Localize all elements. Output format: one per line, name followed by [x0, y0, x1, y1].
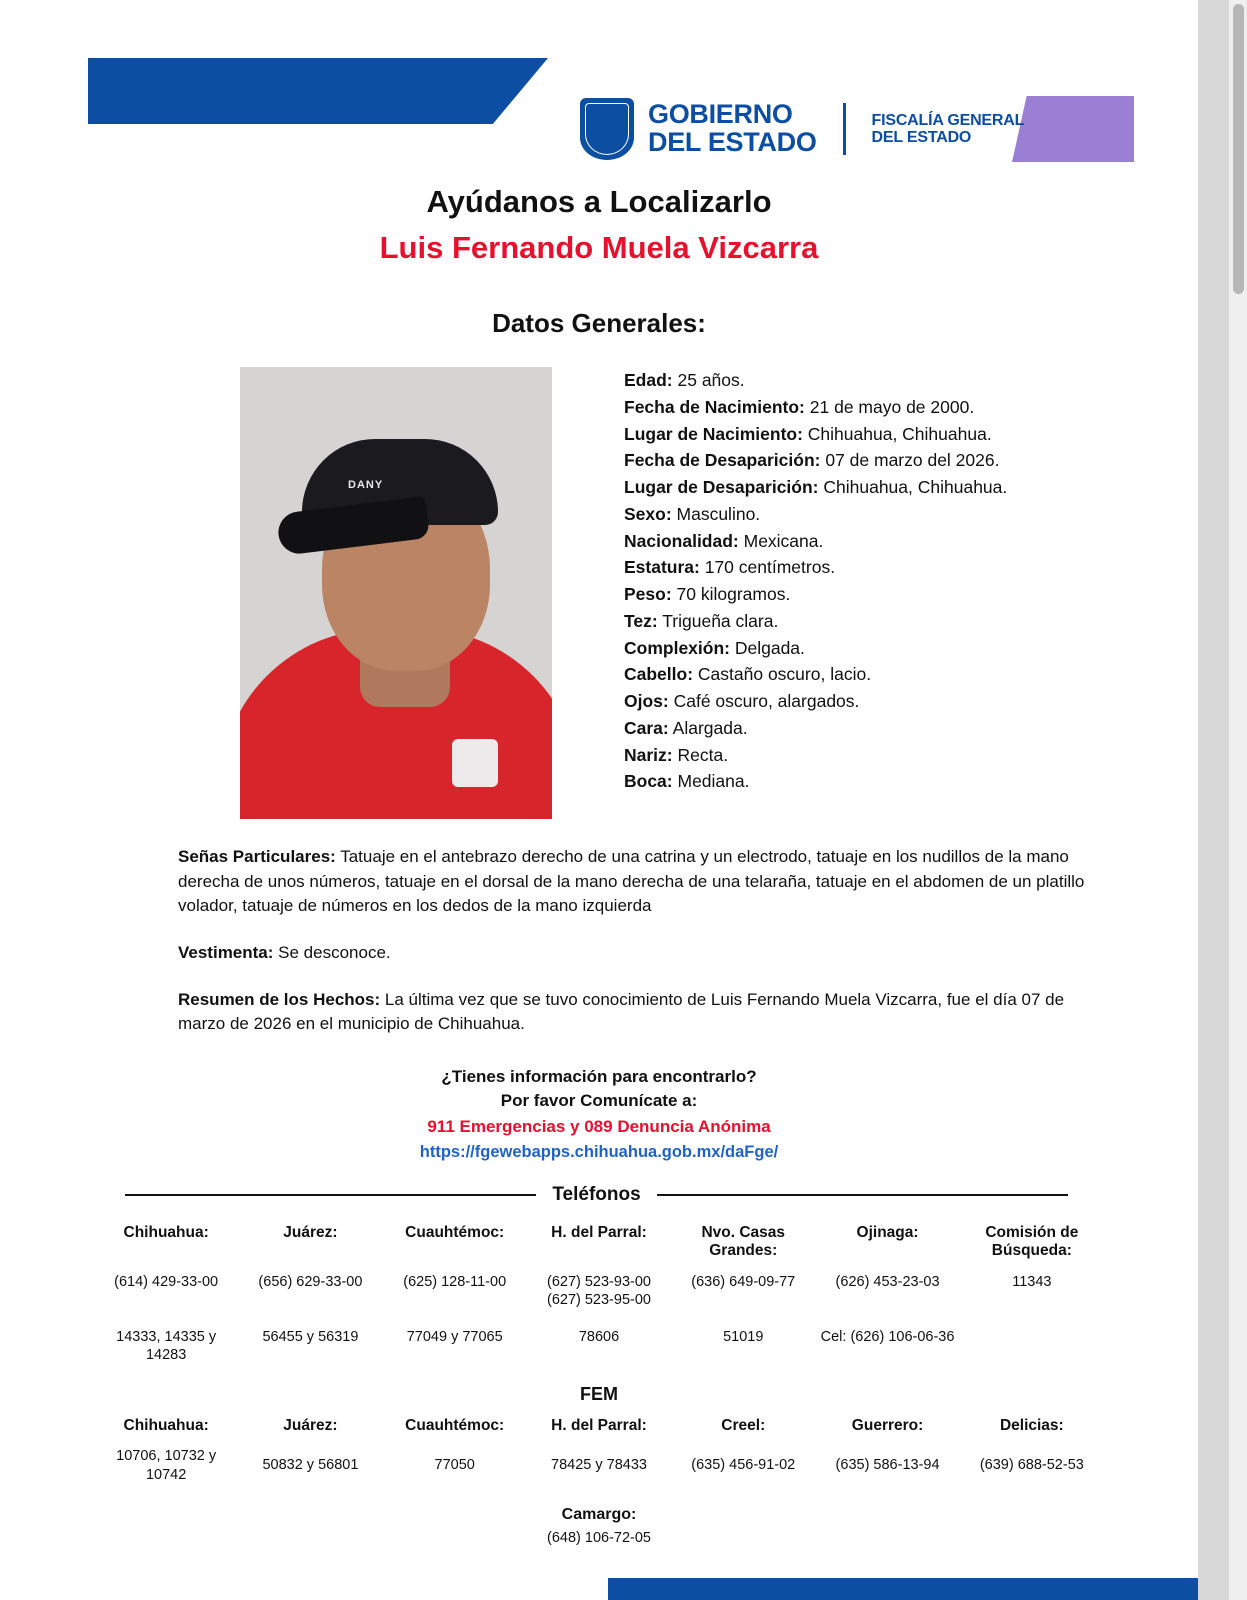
- table-header-row: [94, 1220, 1104, 1264]
- camargo-block: [0, 1506, 1198, 1546]
- cell-phone: 77050: [434, 1457, 475, 1474]
- field-value: 21 de mayo de 2000.: [804, 396, 975, 417]
- rule-right: [657, 1194, 1068, 1196]
- field-nariz: [624, 742, 1007, 769]
- field-value: 25 años.: [672, 370, 745, 390]
- field-lugar-nacimiento: [624, 421, 1007, 448]
- cell-phone: 14333, 14335 y 14283: [116, 1328, 217, 1364]
- scrollbar-track[interactable]: [1229, 0, 1247, 1600]
- field-label: Boca:: [624, 771, 673, 792]
- field-label: Sexo:: [624, 503, 672, 524]
- fiscalia-line-1: FISCALÍA GENERAL: [871, 111, 1025, 129]
- government-logo: [580, 98, 1024, 160]
- telefonos-table: [94, 1220, 1104, 1374]
- senas-label: Señas Particulares:: [178, 847, 336, 866]
- vestimenta-text: Se desconoce.: [273, 942, 391, 962]
- field-value: Mexicana.: [738, 530, 824, 551]
- field-value: Recta.: [672, 744, 729, 765]
- field-value: Mediana.: [672, 771, 750, 792]
- scrollbar-thumb[interactable]: [1233, 4, 1244, 294]
- field-value: Chihuahua, Chihuahua.: [818, 477, 1008, 498]
- col-delicias: Delicias:: [999, 1417, 1064, 1435]
- col-juarez: Juárez:: [283, 1223, 338, 1241]
- col-juarez: Juárez:: [283, 1417, 338, 1435]
- cell-phone: 78606: [578, 1328, 620, 1345]
- field-sexo: [624, 501, 1007, 528]
- datos-generales-section: [0, 367, 1198, 819]
- field-label: Edad:: [624, 370, 673, 390]
- field-value: Alargada.: [668, 717, 748, 738]
- fem-table: [94, 1413, 1104, 1492]
- field-label: Fecha de Desaparición:: [624, 450, 821, 471]
- col-nvo-casas-grandes: Nvo. Casas Grandes:: [701, 1223, 786, 1259]
- cell-phone: [960, 1319, 1104, 1374]
- field-tez: [624, 608, 1007, 635]
- page-title: Ayúdanos a Localizarlo: [426, 184, 772, 219]
- col-chihuahua: Chihuahua:: [123, 1223, 209, 1241]
- field-cara: [624, 715, 1007, 742]
- camargo-label: Camargo:: [561, 1506, 637, 1524]
- emergency-numbers: 911 Emergencias y 089 Denuncia Anónima: [427, 1116, 771, 1136]
- fiscalia-wordmark: [872, 112, 1025, 147]
- col-comision-busqueda: Comisión de Búsqueda:: [985, 1223, 1079, 1259]
- field-fecha-desaparicion: [624, 447, 1007, 474]
- col-creel: Creel:: [721, 1417, 766, 1435]
- section-title-datos-generales: Datos Generales:: [492, 308, 706, 338]
- cell-phone: (635) 586-13-94: [835, 1457, 940, 1474]
- header-purple-band: [1012, 96, 1134, 162]
- cell-phone: (636) 649-09-77: [691, 1273, 796, 1290]
- table-row: [94, 1264, 1104, 1319]
- col-parral: H. del Parral:: [551, 1417, 647, 1435]
- field-label: Complexión:: [624, 637, 730, 658]
- senas-particulares-paragraph: [178, 845, 1102, 919]
- field-boca: [624, 768, 1007, 795]
- contact-question: ¿Tienes información para encontrarlo?: [441, 1066, 757, 1086]
- cell-phone: (625) 128-11-00: [403, 1273, 507, 1290]
- fem-title: FEM: [580, 1384, 618, 1405]
- cell-phone: 78425 y 78433: [551, 1457, 647, 1474]
- field-value: 70 kilogramos.: [671, 584, 791, 605]
- cell-phone: (656) 629-33-00: [258, 1273, 363, 1290]
- cell-phone: (626) 453-23-03: [835, 1273, 940, 1290]
- cell-phone: (635) 456-91-02: [691, 1457, 796, 1474]
- resumen-paragraph: [178, 988, 1102, 1037]
- field-label: Fecha de Nacimiento:: [624, 396, 805, 417]
- cell-phone: (614) 429-33-00: [114, 1273, 219, 1290]
- field-nacionalidad: [624, 528, 1007, 555]
- resumen-label: Resumen de los Hechos:: [178, 989, 381, 1009]
- field-value: Masculino.: [671, 503, 761, 524]
- cell-phone: 10706, 10732 y 10742: [116, 1448, 217, 1483]
- report-url-link[interactable]: https://fgewebapps.chihuahua.gob.mx/daFge/: [419, 1142, 779, 1161]
- field-value: Castaño oscuro, lacio.: [693, 664, 872, 685]
- telefonos-title: Teléfonos: [552, 1183, 641, 1205]
- fiscalia-line-2: DEL ESTADO: [871, 129, 972, 146]
- missing-person-photo: [240, 367, 552, 819]
- field-label: Lugar de Desaparición:: [624, 477, 819, 498]
- logo-divider: [843, 103, 846, 155]
- vestimenta-paragraph: [178, 941, 1102, 966]
- cell-phone: 50832 y 56801: [262, 1457, 359, 1474]
- state-shield-icon: [580, 98, 634, 160]
- field-fecha-nacimiento: [624, 394, 1007, 421]
- missing-person-name: Luis Fernando Muela Vizcarra: [379, 230, 819, 265]
- col-cuauhtemoc: Cuauhtémoc:: [405, 1417, 505, 1435]
- field-edad: [624, 367, 1007, 394]
- table-row: [94, 1439, 1104, 1492]
- gob-line-2: DEL ESTADO: [648, 127, 817, 157]
- senas-text: Tatuaje en el antebrazo derecho de una catrina y un electrodo, tatuaje en los nudillos de la mano derecha de unos números, tatuaje en el dorsal de la mano derecha de una telaraña, tatuaje en el abdomen de un platillo volador, tatuaje de números en los dedos de la mano izquierda: [178, 847, 1085, 916]
- cell-phone: 51019: [723, 1328, 764, 1345]
- photo-cap-text: DANY: [348, 479, 384, 491]
- field-label: Cabello:: [624, 664, 694, 685]
- telefonos-header: [125, 1184, 1068, 1206]
- col-parral: H. del Parral:: [551, 1223, 647, 1241]
- col-cuauhtemoc: Cuauhtémoc:: [405, 1223, 505, 1241]
- cell-phone: Cel: (626) 106-06-36: [820, 1328, 955, 1345]
- poster-header: [0, 48, 1198, 166]
- table-header-row: [94, 1413, 1104, 1439]
- col-guerrero: Guerrero:: [851, 1417, 924, 1435]
- resumen-text: La última vez que se tuvo conocimiento de Luis Fernando Muela Vizcarra, fue el día 07 de marzo de 2026 en el municipio de Chihuahua.: [178, 989, 1065, 1034]
- cell-phone: 56455 y 56319: [262, 1328, 359, 1345]
- field-label: Cara:: [624, 717, 669, 738]
- field-label: Estatura:: [624, 557, 700, 578]
- rule-left: [125, 1194, 536, 1196]
- field-label: Nacionalidad:: [624, 530, 739, 551]
- gob-line-1: GOBIERNO: [648, 99, 793, 130]
- field-lugar-desaparicion: [624, 474, 1007, 501]
- vestimenta-label: Vestimenta:: [178, 942, 274, 962]
- header-blue-band: [88, 58, 548, 124]
- field-label: Ojos:: [624, 691, 669, 712]
- field-label: Peso:: [624, 584, 672, 605]
- footer-blue-bar: [608, 1578, 1198, 1600]
- field-value: 07 de marzo del 2026.: [820, 450, 1000, 471]
- field-label: Nariz:: [624, 744, 673, 765]
- table-row: [94, 1319, 1104, 1374]
- field-value: Delgada.: [729, 637, 805, 658]
- col-chihuahua: Chihuahua:: [123, 1417, 209, 1435]
- contact-instruction: Por favor Comunícate a:: [500, 1090, 698, 1110]
- field-value: Chihuahua, Chihuahua.: [802, 423, 992, 444]
- field-value: Café oscuro, alargados.: [668, 691, 860, 712]
- contact-block: [0, 1067, 1198, 1162]
- general-data-list: [624, 367, 1007, 819]
- cell-phone: (639) 688-52-53: [979, 1457, 1084, 1474]
- camargo-phone: (648) 106-72-05: [547, 1530, 651, 1547]
- col-ojinaga: Ojinaga:: [856, 1223, 919, 1241]
- field-peso: [624, 581, 1007, 608]
- government-wordmark: [648, 101, 817, 156]
- field-complexion: [624, 635, 1007, 662]
- cell-phone: 11343: [1012, 1273, 1052, 1290]
- field-cabello: [624, 661, 1007, 688]
- field-ojos: [624, 688, 1007, 715]
- field-label: Tez:: [624, 610, 658, 631]
- field-value: Trigueña clara.: [657, 610, 779, 631]
- field-value: 170 centímetros.: [699, 557, 836, 578]
- cell-phone: 77049 y 77065: [406, 1328, 503, 1345]
- field-estatura: [624, 554, 1007, 581]
- cell-phone: (627) 523-93-00 (627) 523-95-00: [546, 1273, 651, 1309]
- field-label: Lugar de Nacimiento:: [624, 423, 803, 444]
